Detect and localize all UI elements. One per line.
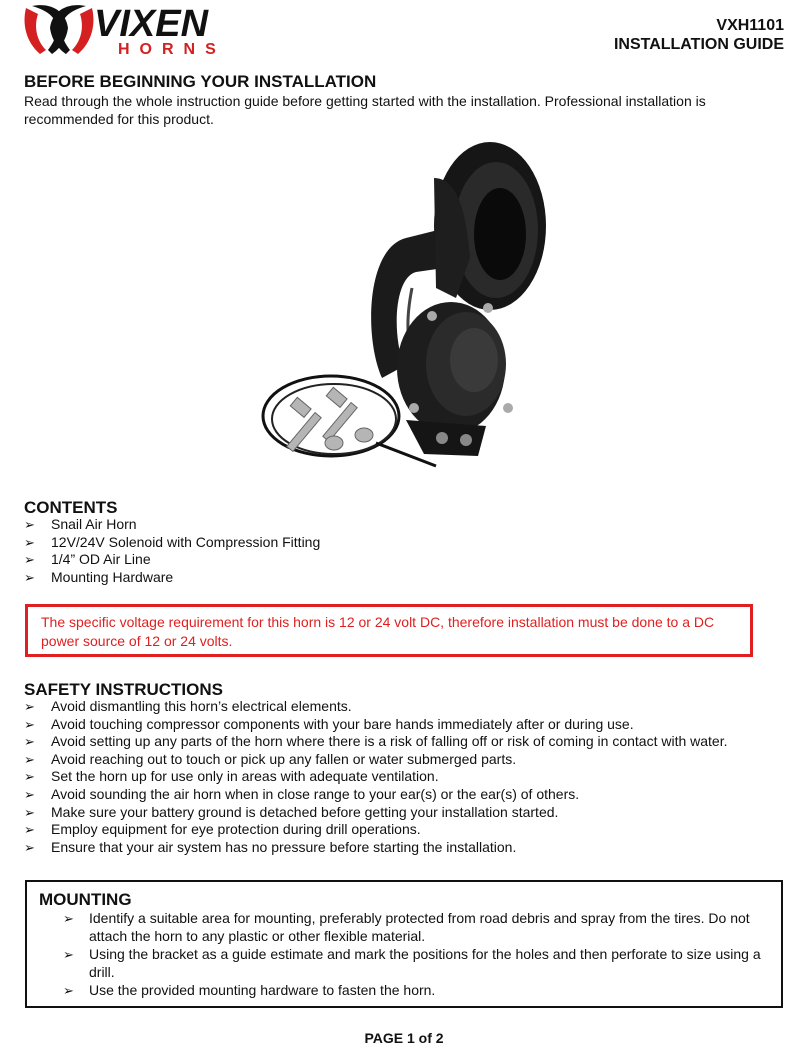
mounting-box — [25, 880, 783, 1008]
horns-emblem-icon — [25, 5, 94, 54]
arrow-bullet-icon: ➢ — [24, 734, 35, 750]
brand-sub: HORNS — [118, 41, 226, 58]
list-item: ➢ 1/4” OD Air Line — [24, 551, 151, 568]
brand-name: VIXEN — [94, 3, 209, 45]
list-item: ➢ 12V/24V Solenoid with Compression Fitting — [24, 533, 321, 550]
arrow-bullet-icon: ➢ — [24, 822, 35, 838]
list-item: ➢ Employ equipment for eye protection during drill operations. — [24, 821, 421, 838]
arrow-bullet-icon: ➢ — [63, 983, 74, 998]
vixen-horns-logo — [22, 2, 244, 58]
arrow-bullet-icon: ➢ — [24, 534, 35, 550]
list-item: ➢ Use the provided mounting hardware to fasten the horn. — [63, 982, 436, 998]
arrow-bullet-icon: ➢ — [24, 786, 35, 802]
arrow-bullet-icon: ➢ — [24, 716, 35, 732]
document-title: INSTALLATION GUIDE — [613, 36, 784, 53]
safety-list — [0, 698, 790, 856]
arrow-bullet-icon: ➢ — [24, 751, 35, 767]
mounting-list — [27, 910, 771, 1001]
list-item: ➢ Identify a suitable area for mounting, preferably protected from road debris and spray from the tires. Do not attach the horn to any plastic or other flexible material. — [63, 910, 750, 944]
list-item: ➢ Avoid setting up any parts of the horn where there is a risk of falling off or risk of coming in contact with water. — [24, 733, 728, 750]
safety-heading: SAFETY INSTRUCTIONS — [24, 680, 223, 699]
arrow-bullet-icon: ➢ — [24, 552, 35, 568]
list-item: ➢ Make sure your battery ground is detached before getting your installation started. — [24, 803, 559, 820]
list-item: ➢ Avoid touching compressor components with your bare hands immediately after or during use. — [24, 715, 634, 732]
list-item: ➢ Avoid dismantling this horn’s electrical elements. — [24, 698, 352, 714]
list-item: ➢ Using the bracket as a guide estimate and mark the positions for the holes and then perforate to size using a drill. — [63, 946, 761, 980]
arrow-bullet-icon: ➢ — [24, 839, 35, 855]
arrow-bullet-icon: ➢ — [24, 699, 35, 714]
voltage-warning-text: The specific voltage requirement for this horn is 12 or 24 volt DC, therefore installation must be done to a DC power source of 12 or 24 volts. — [41, 614, 715, 649]
list-item: ➢ Avoid reaching out to touch or pick up any fallen or water submerged parts. — [24, 750, 517, 767]
mounting-heading: MOUNTING — [39, 890, 132, 909]
arrow-bullet-icon: ➢ — [24, 517, 35, 532]
intro-heading: BEFORE BEGINNING YOUR INSTALLATION — [24, 72, 377, 91]
document-code: VXH1101 — [716, 17, 784, 34]
arrow-bullet-icon: ➢ — [24, 569, 35, 585]
page-number: PAGE 1 of 2 — [364, 1030, 444, 1046]
arrow-bullet-icon: ➢ — [24, 804, 35, 820]
list-item: ➢ Ensure that your air system has no pressure before starting the installation. — [24, 838, 517, 855]
arrow-bullet-icon: ➢ — [63, 911, 74, 926]
arrow-bullet-icon: ➢ — [63, 947, 74, 962]
horn-product-image — [256, 138, 556, 478]
contents-list — [0, 516, 760, 586]
list-item: ➢ Snail Air Horn — [24, 516, 137, 532]
intro-text: Read through the whole instruction guide before getting started with the installation. Professional installation is recommended for this product. — [24, 93, 706, 127]
list-item: ➢ Avoid sounding the air horn when in close range to your ear(s) or the ear(s) of others. — [24, 785, 580, 802]
list-item: ➢ Mounting Hardware — [24, 568, 174, 585]
voltage-warning-box — [25, 604, 753, 657]
contents-heading: CONTENTS — [24, 498, 118, 517]
arrow-bullet-icon: ➢ — [24, 769, 35, 785]
list-item: ➢ Set the horn up for use only in areas with adequate ventilation. — [24, 768, 439, 785]
